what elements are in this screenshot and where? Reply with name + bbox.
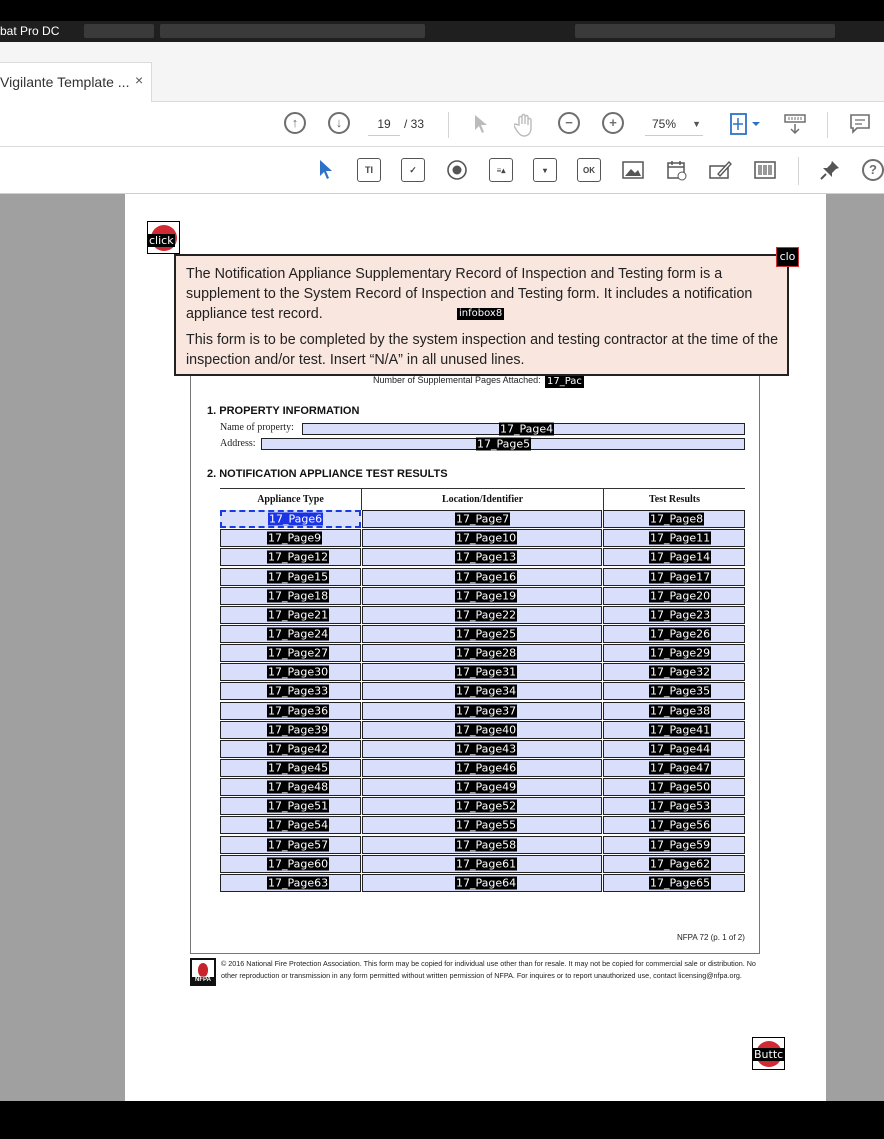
appliance-type-field[interactable] [220,548,361,566]
name-of-property-label: Name of property: [220,422,294,433]
hand-tool-icon[interactable] [512,112,538,138]
comment-icon[interactable] [848,111,872,137]
field-tag: 17_Page19 [456,589,517,603]
section-property-information: 1. PROPERTY INFORMATION [207,405,360,417]
results-table-header [220,488,745,509]
page-number-input[interactable]: 19 [368,112,400,136]
appliance-type-field[interactable] [220,874,361,892]
bottom-button[interactable] [752,1037,785,1070]
fit-page-icon[interactable] [728,111,762,137]
column-header-test-results: Test Results [648,494,701,505]
field-tag: 17_Page49 [456,780,517,794]
field-tag: 17_Page8 [650,512,704,526]
test-results-field[interactable] [603,855,745,873]
appliance-type-field[interactable] [220,663,361,681]
field-tag: 17_Page60 [268,857,329,871]
location-field[interactable] [362,548,602,566]
location-field[interactable] [362,721,602,739]
field-tag: 17_Page12 [268,550,329,564]
field-tag: 17_Page13 [456,550,517,564]
field-tag: 17_Page16 [456,570,517,583]
scroll-mode-icon[interactable] [782,111,808,137]
radio-button-tool-icon[interactable] [445,158,469,182]
previous-page-icon[interactable]: ↑ [284,112,306,134]
field-tag: 17_Page63 [268,876,329,890]
field-tag: 17_Page62 [650,857,711,871]
field-tag: 17_Page6 [269,512,323,526]
test-results-field[interactable] [603,836,745,854]
appliance-type-field[interactable] [220,797,361,815]
test-results-field[interactable] [603,721,745,739]
location-field[interactable] [362,644,602,662]
chevron-down-icon: ▼ [692,119,701,129]
field-tag: 17_Page48 [268,780,329,794]
zoom-level-value: 75% [652,117,677,131]
field-tag: 17_Page40 [456,723,517,737]
screen-bottom-strip [0,1101,884,1139]
help-icon[interactable]: ? [862,159,884,181]
column-header-appliance-type: Appliance Type [257,494,324,505]
test-results-field[interactable] [603,740,745,758]
address-field[interactable] [261,438,745,450]
field-tag: 17_Page24 [268,627,329,641]
location-field[interactable] [362,529,602,547]
field-tag: 17_Page20 [650,589,711,603]
location-field[interactable] [362,816,602,834]
field-tag: 17_Page39 [268,723,329,737]
test-results-field[interactable] [603,587,745,605]
field-tag: 17_Page47 [650,761,711,775]
appliance-type-field[interactable] [220,606,361,624]
appliance-type-field[interactable] [220,721,361,739]
location-field[interactable] [362,778,602,796]
location-field[interactable] [362,702,602,720]
location-field[interactable] [362,797,602,815]
appliance-type-field[interactable] [220,759,361,777]
document-tab-bar [0,42,884,102]
field-tag: 17_Page21 [268,608,329,622]
appliance-type-field[interactable] [220,702,361,720]
nfpa-logo [190,958,216,986]
next-page-icon[interactable]: ↓ [328,112,350,134]
field-tag: 17_Page36 [268,704,329,717]
field-tag: 17_Page22 [456,608,517,622]
field-tag: 17_Page65 [650,876,711,890]
test-results-field[interactable] [603,568,745,586]
field-tag: 17_Page46 [456,761,517,775]
zoom-level-select[interactable] [645,112,703,136]
field-tag: 17_Page9 [268,531,322,545]
field-tag: 17_Page33 [268,684,329,698]
supplemental-pages-field[interactable]: 17_Pac [547,376,582,387]
pin-icon[interactable] [818,158,842,182]
field-tag: 17_Page42 [268,742,329,756]
test-results-field[interactable] [603,529,745,547]
location-field[interactable] [362,587,602,605]
test-results-field[interactable] [603,759,745,777]
click-button-label: click [149,234,174,247]
appliance-type-field[interactable] [220,778,361,796]
field-tag: 17_Page51 [268,799,329,813]
appliance-type-field[interactable] [220,568,361,586]
location-field[interactable] [362,855,602,873]
field-tag: 17_Page32 [650,665,711,679]
blurred-title-segment [160,24,425,38]
test-results-field[interactable] [603,702,745,720]
location-field[interactable] [362,836,602,854]
bottom-button-label: Buttc [754,1048,784,1061]
field-tag: 17_Page27 [268,646,329,660]
blurred-title-segment [84,24,154,38]
field-tag: 17_Page56 [650,818,711,832]
zoom-out-icon[interactable]: − [558,112,580,134]
test-results-field[interactable] [603,548,745,566]
copyright-notice: © 2016 National Fire Protection Association. This form may be copied for individual use other than for resale. It may not be copied for commercial sale or distribution. No other reproduction or transmission in any form permitted without written permission of NFPA. For inquires or to report unauthorized use, contact licensing@nfpa.org. [221,959,756,980]
field-tag: 17_Page11 [650,531,711,545]
test-results-field[interactable] [603,797,745,815]
field-tag: 17_Page29 [650,646,711,660]
nfpa-logo-text: NFPA [192,977,214,984]
pointer-tool-icon[interactable] [316,158,336,182]
location-field[interactable] [362,759,602,777]
appliance-type-field[interactable] [220,625,361,643]
field-tag: 17_Page25 [456,627,517,641]
appliance-type-field[interactable] [220,836,361,854]
column-header-location: Location/Identifier [441,494,524,505]
location-field[interactable] [362,606,602,624]
flame-icon [198,963,208,977]
appliance-type-field[interactable] [220,740,361,758]
appliance-type-field[interactable] [220,682,361,700]
test-results-field[interactable] [603,874,745,892]
test-results-field[interactable] [603,682,745,700]
navigation-toolbar [0,102,884,147]
appliance-type-field[interactable] [220,529,361,547]
field-tag: 17_Page35 [650,684,711,698]
appliance-type-field[interactable] [220,816,361,834]
field-tag: 17_Page41 [650,723,711,737]
form-tools-toolbar [0,147,884,194]
field-tag: 17_Page23 [650,608,711,622]
test-results-field[interactable] [603,625,745,643]
click-button[interactable] [147,221,180,254]
screen-top-strip [0,0,884,21]
location-field[interactable] [362,874,602,892]
section-notification-results: 2. NOTIFICATION APPLIANCE TEST RESULTS [207,468,448,480]
supplemental-pages-label: Number of Supplemental Pages Attached: [373,375,541,385]
app-title-bar [0,21,884,42]
test-results-field[interactable] [603,663,745,681]
field-tag: 17_Page14 [650,550,711,564]
app-title: bat Pro DC [0,24,60,38]
field-tag: 17_Page43 [456,742,517,756]
info-paragraph-1: The Notification Appliance Supplementary Record of Inspection and Testing form is a supplement to the System Record of Inspection and Testing form. It includes a notification appliance test record. [186,266,753,322]
field-tag: 17_Page45 [268,761,329,775]
location-field[interactable] [362,510,602,528]
field-tag: 17_Page61 [456,857,517,871]
zoom-in-icon[interactable]: + [602,112,624,134]
toolbar-divider [448,112,449,138]
close-button[interactable]: clo [776,247,799,267]
barcode-tool-icon[interactable] [753,158,777,182]
field-tag: 17_Page54 [268,818,329,832]
appliance-type-field[interactable] [220,644,361,662]
field-tag: 17_Page17 [650,570,711,583]
location-field[interactable] [362,682,602,700]
field-tag: 17_Page26 [650,627,711,641]
appliance-type-field[interactable] [220,855,361,873]
field-tag: 17_Page44 [650,742,711,756]
field-tag: 17_Page59 [650,838,711,851]
field-tag: 17_Page57 [268,838,329,851]
test-results-field[interactable] [603,816,745,834]
page-footer-note: NFPA 72 (p. 1 of 2) [677,933,745,942]
address-label: Address: [220,438,256,449]
field-tag: 17_Page28 [456,646,517,660]
field-tag: 17_Page10 [456,531,517,545]
button-tool-icon[interactable]: OK [577,158,601,182]
info-paragraph-2: This form is to be completed by the system inspection and testing contractor at the time of the inspection and/or test. Insert “N/A” in all unused lines. [186,332,779,368]
field-tag: 17_Page15 [268,570,329,583]
blurred-title-segment [575,24,835,38]
document-tab[interactable] [0,62,152,102]
field-tag: 17_Page37 [456,704,517,717]
test-results-field[interactable] [603,644,745,662]
field-tag: 17_Page52 [456,799,517,813]
toolbar-divider [827,112,828,138]
tab-label: Vigilante Template ... [0,74,130,90]
field-tag: 17_Page53 [650,799,711,813]
test-results-field[interactable] [603,778,745,796]
field-tag: 17_Page50 [650,780,711,794]
test-results-field[interactable] [603,606,745,624]
signature-tool-icon[interactable] [709,158,733,182]
field-tag: 17_Page38 [650,704,711,717]
field-tag: 17_Page7 [456,512,510,526]
page-total: / 33 [404,117,425,131]
date-field-tool-icon[interactable] [665,158,689,182]
appliance-type-field[interactable] [220,587,361,605]
list-box-tool-icon[interactable]: ≡▴ [489,158,513,182]
field-tag: 17_Page64 [456,876,517,890]
location-field[interactable] [362,625,602,643]
dropdown-tool-icon[interactable]: ▾ [533,158,557,182]
text-field-tool-icon[interactable]: TI [357,158,381,182]
infobox-field-tag[interactable]: infobox8 [459,308,503,319]
image-tool-icon[interactable] [621,158,645,182]
name-of-property-field[interactable] [302,423,745,435]
field-tag: 17_Page5 [477,437,531,451]
select-arrow-icon[interactable] [470,112,492,136]
location-field[interactable] [362,663,602,681]
checkbox-tool-icon[interactable]: ✓ [401,158,425,182]
test-results-field[interactable] [603,510,745,528]
field-tag: 17_Page58 [456,838,517,851]
field-tag: 17_Page55 [456,818,517,832]
location-field[interactable] [362,740,602,758]
field-tag: 17_Page34 [456,684,517,698]
field-tag: 17_Page30 [268,665,329,679]
field-tag: 17_Page18 [268,589,329,603]
appliance-type-field-selected[interactable] [220,510,361,528]
field-tag: 17_Page31 [456,665,517,679]
location-field[interactable] [362,568,602,586]
field-tag: 17_Page4 [500,422,554,436]
toolbar-divider [798,157,799,185]
close-tab-icon[interactable]: × [135,72,144,88]
